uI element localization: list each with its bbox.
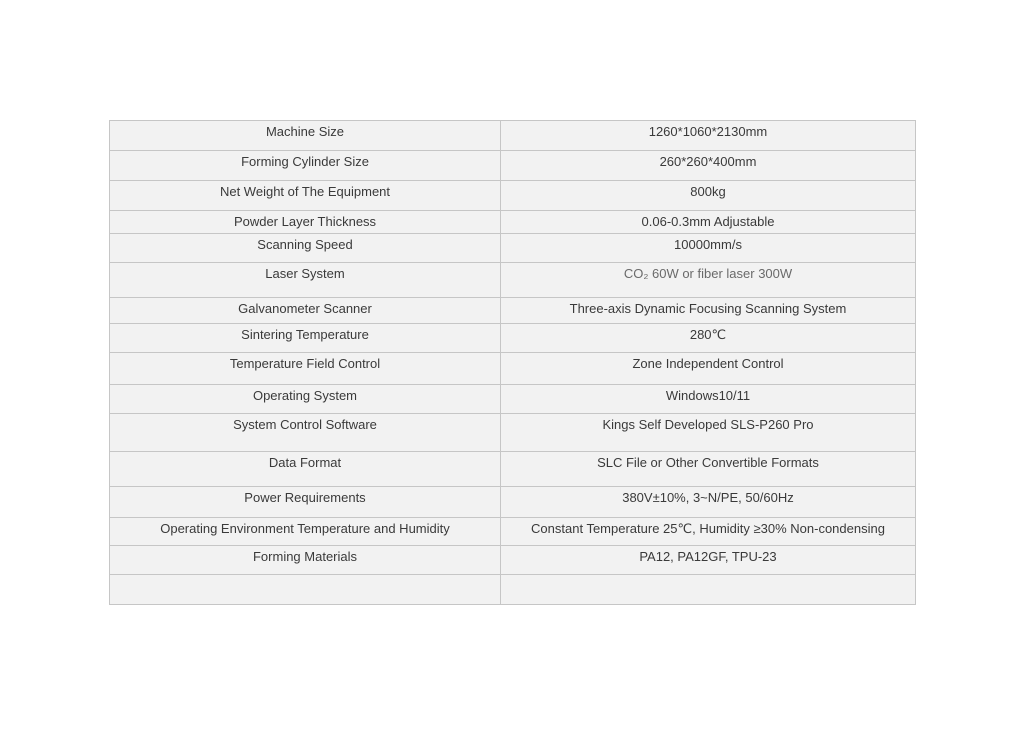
table-row: [110, 385, 916, 414]
table-row: [110, 324, 916, 353]
spec-value: CO₂ 60W or fiber laser 300W: [501, 263, 916, 298]
table-row: [110, 121, 916, 151]
spec-label: System Control Software: [110, 414, 501, 452]
table-row: [110, 181, 916, 211]
spec-value: Constant Temperature 25℃, Humidity ≥30% Non-condensing: [501, 518, 916, 546]
table-row: [110, 353, 916, 385]
table-row: [110, 298, 916, 324]
spec-value: Kings Self Developed SLS-P260 Pro: [501, 414, 916, 452]
spec-label: Sintering Temperature: [110, 324, 501, 353]
spec-value: Three-axis Dynamic Focusing Scanning System: [501, 298, 916, 324]
spec-label: Net Weight of The Equipment: [110, 181, 501, 211]
table-row: [110, 211, 916, 234]
table-row: [110, 546, 916, 575]
table-row: [110, 518, 916, 546]
spec-label: Galvanometer Scanner: [110, 298, 501, 324]
table-row: [110, 234, 916, 263]
table-row: [110, 575, 916, 605]
spec-label: Forming Materials: [110, 546, 501, 575]
spec-value: PA12, PA12GF, TPU-23: [501, 546, 916, 575]
spec-value: SLC File or Other Convertible Formats: [501, 452, 916, 487]
spec-value: Windows10/11: [501, 385, 916, 414]
table-row: [110, 452, 916, 487]
spec-label: Operating Environment Temperature and Humidity: [110, 518, 501, 546]
spec-value: [501, 575, 916, 605]
table-row: [110, 151, 916, 181]
spec-label: Operating System: [110, 385, 501, 414]
spec-label: Scanning Speed: [110, 234, 501, 263]
table-row: [110, 414, 916, 452]
spec-label: Temperature Field Control: [110, 353, 501, 385]
spec-label: Laser System: [110, 263, 501, 298]
spec-label: Powder Layer Thickness: [110, 211, 501, 234]
spec-label: Machine Size: [110, 121, 501, 151]
spec-label: Forming Cylinder Size: [110, 151, 501, 181]
spec-value: 800kg: [501, 181, 916, 211]
spec-value: 0.06-0.3mm Adjustable: [501, 211, 916, 234]
spec-label: [110, 575, 501, 605]
spec-label: Data Format: [110, 452, 501, 487]
table-row: [110, 263, 916, 298]
spec-value: 380V±10%, 3~N/PE, 50/60Hz: [501, 487, 916, 518]
spec-value: 280℃: [501, 324, 916, 353]
spec-value: 10000mm/s: [501, 234, 916, 263]
table-row: [110, 487, 916, 518]
spec-value: Zone Independent Control: [501, 353, 916, 385]
spec-label: Power Requirements: [110, 487, 501, 518]
spec-value: 260*260*400mm: [501, 151, 916, 181]
spec-table: [109, 120, 916, 605]
spec-value: 1260*1060*2130mm: [501, 121, 916, 151]
